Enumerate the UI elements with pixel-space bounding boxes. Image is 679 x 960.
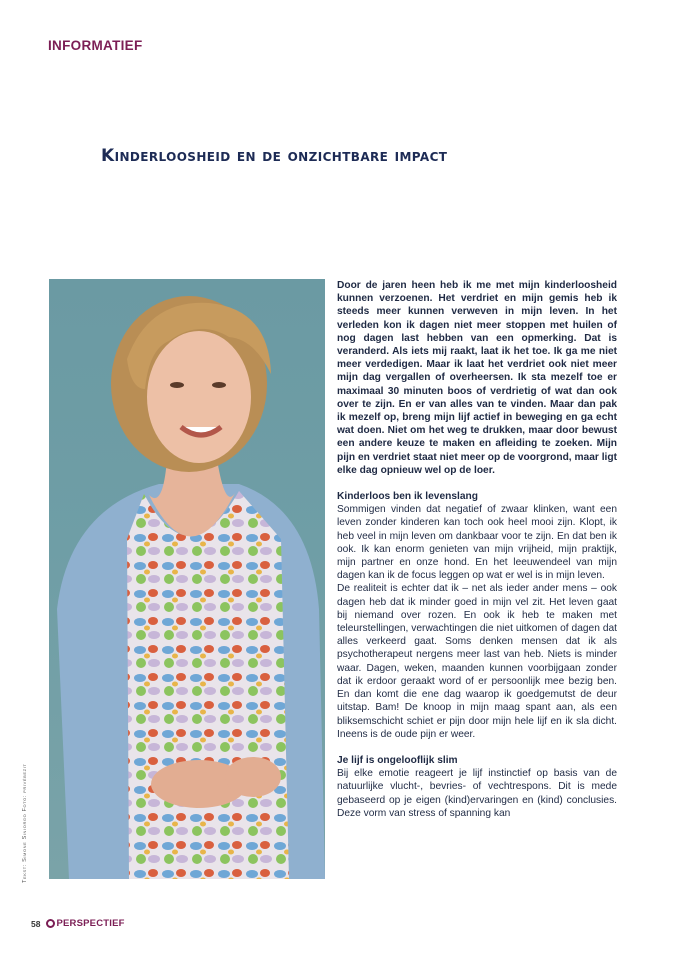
page-footer [31,918,125,929]
portrait-photo [49,279,325,879]
page-number: 58 [31,918,41,929]
intro-paragraph: Door de jaren heen heb ik me met mijn kinderloosheid kunnen verzoenen. Het verdriet en mijn gemis heb ik steeds meer kunnen verweven in mijn leven. In het verleden kon ik dagen niet meer stoppen met huilen of nog dagen last hebben van een opmerking. Dat is veranderd. Als iets mij raakt, laat ik het toe. Ik ga me niet meer verdedigen. Maar ik laat het verdriet ook niet meer mijn dag vergallen of overheersen. Ik sta mezelf toe er maximaal 30 minuten boos of verdrietig of wat dan ook over te zijn. En er van alles van te vinden. Maar dan pak ik mezelf op, breng mijn lijf actief in beweging en ga echt wat doen. Niet om het weg te drukken, maar door bewust een andere keuze te maken en afleiding te zoeken. Mijn pijn en verdriet staat niet meer op de voorgrond, maar ligt elke dag opnieuw wel op de loer. [337,280,617,476]
subheading-lijf: Je lijf is ongelooflijk slim [337,754,458,766]
paragraph: De realiteit is echter dat ik – net als ieder ander mens – ook dagen heb dat ik minder goed in mijn vel zit. Het leven gaat bij niemand over rozen. En ook ik heb te maken met teleurstellingen, verwachtingen die niet uitkomen of dagen dat alles verkeerd gaat. Soms denken mensen dat ik als psychotherapeut nergens meer last van heb. Niets is minder waar. Dagen, weken, maanden kunnen voorbijgaan zonder dat ik erdoor geraakt word of er persoonlijk mee bezig ben. En dan komt die ene dag waarop ik goedgemutst de deur uitstap. Bam! De knoop in mijn maag spant aan, als een bliksemschicht schiet er pijn door mijn hele lijf en ik sla dicht. Ineens is de oude pijn er weer. [337,583,617,740]
paragraph: Sommigen vinden dat negatief of zwaar klinken, want een leven zonder kinderen kan toch ook heel mooi zijn. Klopt, ik heb veel in mijn leven om dankbaar voor te zijn. En dat ben ik ook. Ik kan enorm genieten van mijn vrijheid, mijn praktijk, mijn partner en onze hond. En het leeuwendeel van mijn dagen kan ik de focus leggen op wat er wel is in mijn leven. [337,504,617,582]
magazine-logo [46,918,124,929]
section-label: INFORMATIEF [48,38,143,53]
article-body [337,279,617,820]
logo-text: PERSPECTIEF [56,918,125,929]
photo-credit: Tekst: Simone Siniorgo Foto: privébezit [22,763,28,883]
paragraph: Bij elke emotie reageert je lijf instinctief op basis van de natuurlijke vlucht-, bevries- of vechtrespons. Dit is mede gebaseerd op je eigen (kind)ervaringen en (kind) conclusies. Deze vorm van stress of spanning kan [337,768,617,819]
logo-circle-icon [46,919,55,928]
subheading-kinderloos: Kinderloos ben ik levenslang [337,491,478,503]
article-title: Kinderloosheid en de onzichtbare impact [101,146,448,166]
portrait-illustration [49,279,325,879]
